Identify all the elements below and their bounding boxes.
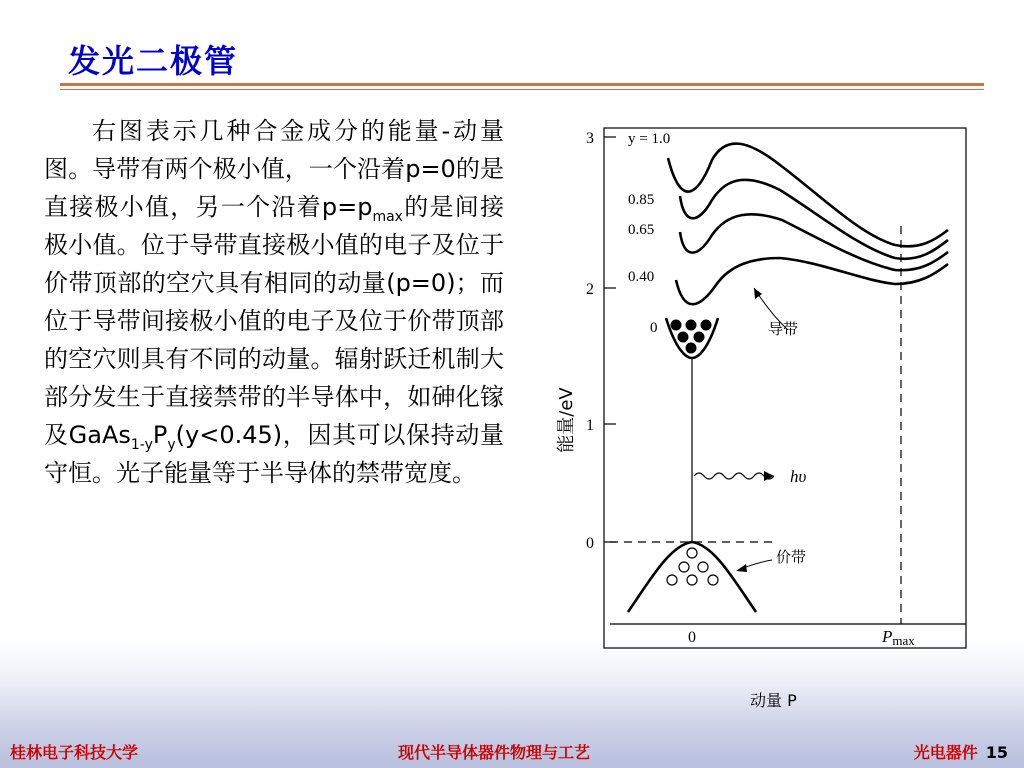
footer-chapter [914,740,1008,763]
electron-dot [671,320,682,331]
conduction-curve-y040 [676,258,948,304]
hole-circle [687,548,697,558]
page-number: 15 [985,743,1008,762]
y-tick-label-1: 1 [586,417,594,434]
slide-title: 发光二极管 [68,42,239,80]
curve-label-y065: 0.65 [628,222,655,238]
title-underline [60,83,984,86]
footer-university: 桂林电子科技大学 [10,743,139,762]
subscript-max: max [372,208,403,225]
electron-dot [678,332,689,343]
photon-wave-icon [694,473,774,479]
curve-label-y100: y = 1.0 [628,131,671,147]
y-tick-label-0: 0 [586,535,594,552]
energy-momentum-diagram [540,112,980,722]
valence-pointer-arrow-icon [736,564,747,572]
x-axis-label: 动量 P [750,691,797,710]
conduction-curve-y065 [680,214,948,270]
conduction-curve-y100 [668,144,948,247]
hole-circle [667,575,677,585]
footer-course: 现代半导体器件物理与工艺 [398,743,591,762]
valence-band-label: 价带 [776,548,807,566]
pmax-label: Pmax [882,627,915,648]
subscript-1-y: 1-y [130,436,153,453]
title-underline-thin [60,89,984,90]
hole-circle [698,562,708,572]
hole-circle [679,562,689,572]
curve-label-y0: 0 [650,320,658,336]
paragraph-text-3: P [152,421,168,449]
y-tick-label-3: 3 [586,130,594,147]
footer-chapter-label: 光电器件 [913,743,978,762]
x-tick-label-0: 0 [688,629,696,646]
y-axis-label: 能量/eV [556,387,577,453]
conduction-band-label: 导带 [768,320,799,338]
holes [667,548,718,585]
subscript-y: y [167,436,176,453]
body-paragraph [44,112,504,492]
hole-circle [687,575,697,585]
electron-dot [694,332,705,343]
photon-label: hυ [790,467,807,486]
electron-dot [686,320,697,331]
y-tick-label-2: 2 [586,281,594,298]
hole-circle [708,575,718,585]
paragraph-text-2: 的是间接极小值。位于导带直接极小值的电子及位于价带顶部的空穴具有相同的动量(p=0)；而位于导带间接极小值的电子及位于价带顶部的空穴则具有不同的动量。辐射跃迁机制大部分发生于直接禁带的半导体中，如砷化镓及GaAs [44,193,505,449]
curve-label-y085: 0.85 [628,192,655,208]
curve-label-y040: 0.40 [628,269,655,285]
electron-dot [686,343,697,354]
paragraph-text-1: 右图表示几种合金成分的能量-动量图。导带有两个极小值，一个沿着p=0的是直接极小值，另一个沿着p=p [44,117,504,221]
electron-dot [701,320,712,331]
paragraph-text-4: (y<0.45)，因其可以保持动量守恒。光子能量等于半导体的禁带宽度。 [44,421,504,487]
